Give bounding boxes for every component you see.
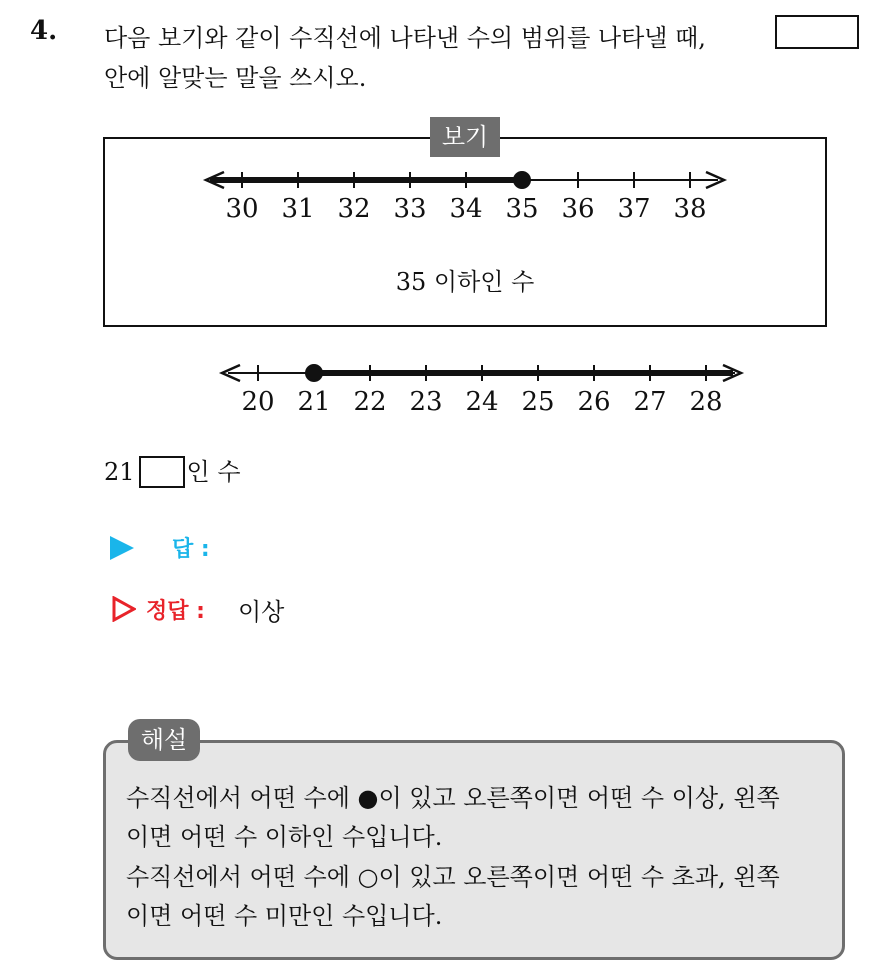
- tick-label: 34: [449, 194, 483, 224]
- outline-triangle-icon: [112, 596, 136, 622]
- tick-label: 28: [689, 387, 723, 417]
- fill-suffix: 인 수: [186, 458, 241, 486]
- tick-label: 30: [225, 194, 259, 224]
- correct-value: 이상: [238, 598, 285, 626]
- tick-label: 35: [505, 194, 539, 224]
- question-text-line2: 안에 알맞는 말을 쓰시오.: [104, 64, 367, 92]
- explanation-line: 이면 어떤 수 미만인 수입니다.: [126, 902, 443, 930]
- play-triangle-icon: [110, 536, 134, 560]
- filled-point: [306, 365, 322, 381]
- question-text-line1: 다음 보기와 같이 수직선에 나타낸 수의 범위를 나타낼 때,: [104, 24, 706, 52]
- tick-label: 23: [409, 387, 443, 417]
- answer-label: 답 :: [172, 537, 210, 562]
- fill-in-sentence: [104, 452, 241, 488]
- question-number: 4.: [30, 16, 58, 46]
- tick-label: 22: [353, 387, 387, 417]
- tick-label: 26: [577, 387, 611, 417]
- tick-label: 27: [633, 387, 667, 417]
- answer-blank-box[interactable]: [139, 456, 185, 488]
- tick-label: 32: [337, 194, 371, 224]
- tick-label: 20: [241, 387, 275, 417]
- tick-label: 24: [465, 387, 499, 417]
- tick-label: 33: [393, 194, 427, 224]
- example-label: 보기: [430, 117, 500, 157]
- tick-label: 21: [297, 387, 331, 417]
- tick-label: 31: [281, 194, 315, 224]
- correct-label: 정답 :: [146, 599, 205, 624]
- explanation-line: 이면 어떤 수 이하인 수입니다.: [126, 823, 443, 851]
- tick-label: 37: [617, 194, 651, 224]
- tick-label: 25: [521, 387, 555, 417]
- explanation-line: 수직선에서 어떤 수에 ○이 있고 오른쪽이면 어떤 수 초과, 왼쪽: [126, 863, 780, 891]
- explanation-tab: 해설: [128, 719, 200, 761]
- fill-prefix: 21: [104, 458, 135, 486]
- tick-label: 36: [561, 194, 595, 224]
- example-caption: 35 이하인 수: [395, 268, 535, 296]
- explanation-line: 수직선에서 어떤 수에 ●이 있고 오른쪽이면 어떤 수 이상, 왼쪽: [126, 784, 780, 812]
- tick-label: 38: [673, 194, 707, 224]
